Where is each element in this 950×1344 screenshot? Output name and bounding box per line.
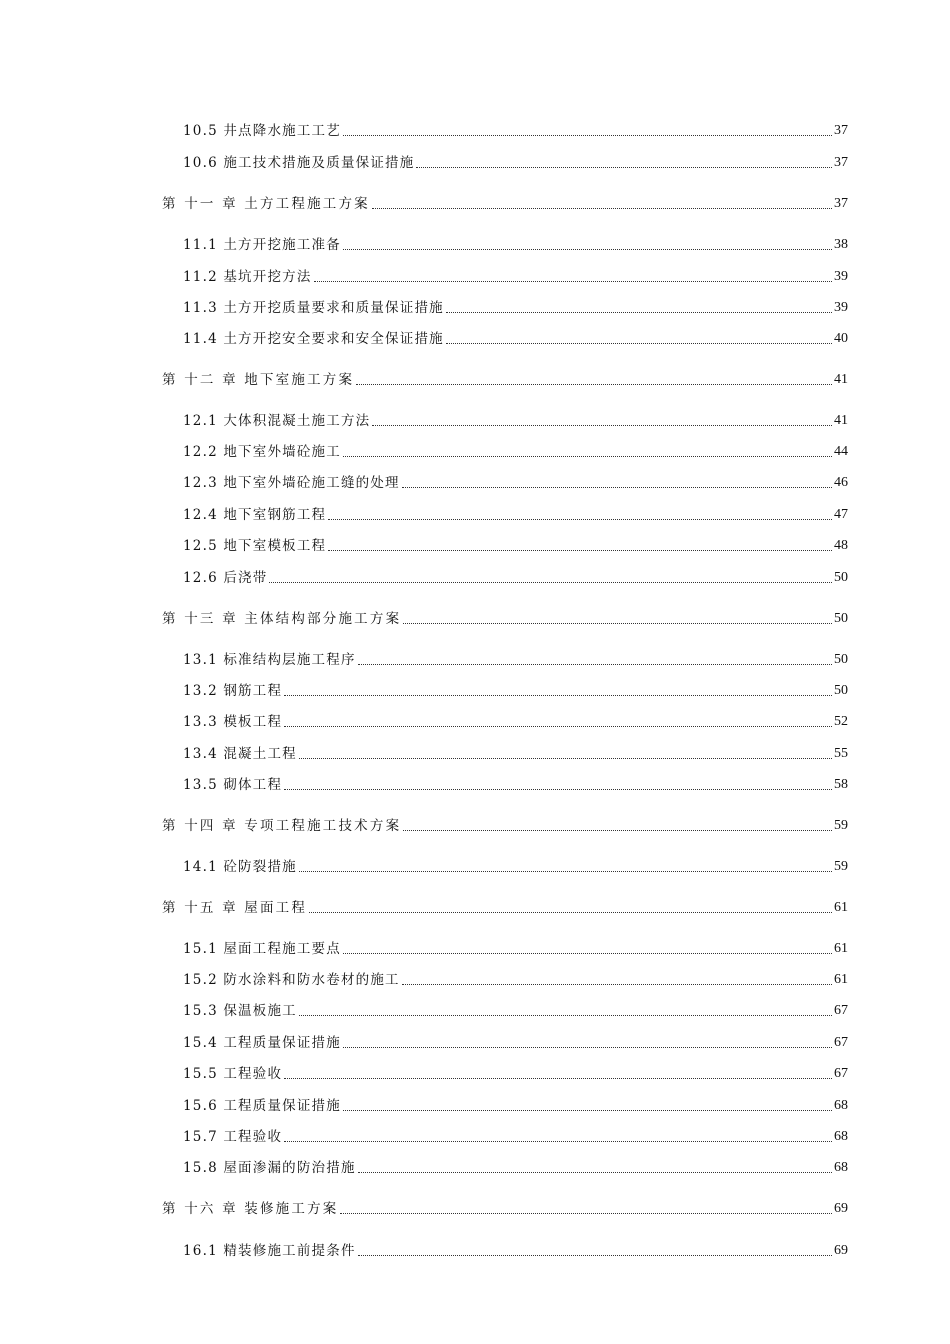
toc-entry-label: 12.2 地下室外墙砼施工 bbox=[183, 444, 341, 460]
toc-section-entry[interactable] bbox=[183, 295, 848, 317]
toc-section-entry[interactable] bbox=[183, 439, 848, 461]
toc-entry-label: 13.3 模板工程 bbox=[183, 714, 283, 730]
toc-page-number: 59 bbox=[834, 818, 848, 833]
toc-entry-label: 15.5 工程验收 bbox=[183, 1066, 283, 1082]
toc-entry-label: 12.4 地下室钢筋工程 bbox=[183, 507, 327, 523]
toc-page-number: 55 bbox=[834, 746, 848, 761]
toc-page-number: 40 bbox=[834, 331, 848, 346]
toc-dot-leader bbox=[416, 166, 832, 168]
toc-entry-label: 15.6 工程质量保证措施 bbox=[183, 1098, 341, 1114]
toc-page-number: 67 bbox=[834, 1066, 848, 1081]
toc-section-entry[interactable] bbox=[183, 533, 848, 555]
toc-entry-label: 10.5 井点降水施工工艺 bbox=[183, 123, 341, 139]
toc-page-number: 37 bbox=[834, 123, 848, 138]
toc-entry-label: 12.6 后浇带 bbox=[183, 570, 268, 586]
toc-section-entry[interactable] bbox=[183, 264, 848, 286]
toc-dot-leader bbox=[340, 1212, 832, 1214]
toc-dot-leader bbox=[314, 280, 832, 282]
toc-page-number: 50 bbox=[834, 683, 848, 698]
toc-chapter-entry[interactable] bbox=[162, 1196, 848, 1218]
toc-entry-label: 16.1 精装修施工前提条件 bbox=[183, 1243, 356, 1259]
toc-page-number: 39 bbox=[834, 300, 848, 315]
toc-dot-leader bbox=[403, 622, 832, 624]
toc-dot-leader bbox=[343, 1109, 832, 1111]
toc-entry-label: 15.3 保温板施工 bbox=[183, 1003, 297, 1019]
toc-dot-leader bbox=[343, 134, 832, 136]
toc-section-entry[interactable] bbox=[183, 1061, 848, 1083]
toc-section-entry[interactable] bbox=[183, 1155, 848, 1177]
toc-dot-leader bbox=[358, 1171, 832, 1173]
toc-dot-leader bbox=[446, 311, 832, 313]
toc-entry-label: 11.2 基坑开挖方法 bbox=[183, 269, 312, 285]
toc-page-number: 59 bbox=[834, 859, 848, 874]
toc-page-number: 68 bbox=[834, 1160, 848, 1175]
toc-entry-label: 12.1 大体积混凝土施工方法 bbox=[183, 413, 371, 429]
toc-section-entry[interactable] bbox=[183, 1124, 848, 1146]
toc-page-number: 69 bbox=[834, 1201, 848, 1216]
toc-page-number: 46 bbox=[834, 475, 848, 490]
toc-dot-leader bbox=[403, 829, 832, 831]
toc-page-number: 50 bbox=[834, 611, 848, 626]
toc-section-entry[interactable] bbox=[183, 741, 848, 763]
toc-page-number: 41 bbox=[834, 372, 848, 387]
toc-page-number: 50 bbox=[834, 570, 848, 585]
toc-dot-leader bbox=[328, 549, 832, 551]
toc-page-number: 41 bbox=[834, 413, 848, 428]
toc-page-number: 37 bbox=[834, 196, 848, 211]
toc-dot-leader bbox=[284, 788, 832, 790]
toc-entry-label: 12.5 地下室模板工程 bbox=[183, 538, 327, 554]
toc-dot-leader bbox=[299, 1014, 832, 1016]
toc-chapter-entry[interactable] bbox=[162, 895, 848, 917]
toc-section-entry[interactable] bbox=[183, 1093, 848, 1115]
toc-page-number: 58 bbox=[834, 777, 848, 792]
toc-entry-label: 第 十三 章 主体结构部分施工方案 bbox=[162, 611, 402, 627]
toc-dot-leader bbox=[402, 486, 832, 488]
toc-page-number: 61 bbox=[834, 941, 848, 956]
toc-page-number: 67 bbox=[834, 1003, 848, 1018]
toc-chapter-entry[interactable] bbox=[162, 606, 848, 628]
toc-section-entry[interactable] bbox=[183, 1238, 848, 1260]
toc-page-number: 38 bbox=[834, 237, 848, 252]
toc-chapter-entry[interactable] bbox=[162, 813, 848, 835]
toc-entry-label: 11.1 土方开挖施工准备 bbox=[183, 237, 341, 253]
toc-section-entry[interactable] bbox=[183, 502, 848, 524]
toc-dot-leader bbox=[402, 983, 832, 985]
toc-dot-leader bbox=[343, 455, 832, 457]
toc-page-number: 37 bbox=[834, 155, 848, 170]
toc-dot-leader bbox=[299, 757, 832, 759]
toc-dot-leader bbox=[446, 342, 832, 344]
toc-dot-leader bbox=[328, 518, 832, 520]
toc-page-number: 69 bbox=[834, 1243, 848, 1258]
toc-dot-leader bbox=[372, 207, 832, 209]
toc-entry-label: 14.1 砼防裂措施 bbox=[183, 859, 297, 875]
toc-dot-leader bbox=[358, 663, 832, 665]
toc-page-number: 67 bbox=[834, 1035, 848, 1050]
toc-entry-label: 第 十六 章 装修施工方案 bbox=[162, 1201, 339, 1217]
toc-entry-label: 15.7 工程验收 bbox=[183, 1129, 283, 1145]
toc-page-number: 39 bbox=[834, 269, 848, 284]
toc-entry-label: 第 十二 章 地下室施工方案 bbox=[162, 372, 355, 388]
toc-entry-label: 15.8 屋面渗漏的防治措施 bbox=[183, 1160, 356, 1176]
toc-section-entry[interactable] bbox=[183, 967, 848, 989]
toc-page-number: 48 bbox=[834, 538, 848, 553]
toc-entry-label: 11.3 土方开挖质量要求和质量保证措施 bbox=[183, 300, 444, 316]
toc-entry-label: 12.3 地下室外墙砼施工缝的处理 bbox=[183, 475, 400, 491]
toc-entry-label: 15.2 防水涂料和防水卷材的施工 bbox=[183, 972, 400, 988]
toc-dot-leader bbox=[284, 1140, 832, 1142]
toc-section-entry[interactable] bbox=[183, 470, 848, 492]
toc-section-entry[interactable] bbox=[183, 678, 848, 700]
toc-entry-label: 11.4 土方开挖安全要求和安全保证措施 bbox=[183, 331, 444, 347]
toc-section-entry[interactable] bbox=[183, 118, 848, 140]
toc-page-number: 61 bbox=[834, 972, 848, 987]
toc-page-number: 50 bbox=[834, 652, 848, 667]
toc-entry-label: 第 十四 章 专项工程施工技术方案 bbox=[162, 818, 402, 834]
toc-dot-leader bbox=[309, 911, 832, 913]
toc-section-entry[interactable] bbox=[183, 647, 848, 669]
toc-entry-label: 10.6 施工技术措施及质量保证措施 bbox=[183, 155, 415, 171]
toc-section-entry[interactable] bbox=[183, 408, 848, 430]
toc-dot-leader bbox=[269, 581, 832, 583]
toc-page-number: 47 bbox=[834, 507, 848, 522]
toc-dot-leader bbox=[284, 725, 832, 727]
toc-page-number: 44 bbox=[834, 444, 848, 459]
toc-dot-leader bbox=[343, 1046, 832, 1048]
toc-dot-leader bbox=[284, 1077, 832, 1079]
toc-dot-leader bbox=[299, 870, 832, 872]
toc-dot-leader bbox=[343, 952, 832, 954]
toc-entry-label: 13.1 标准结构层施工程序 bbox=[183, 652, 356, 668]
toc-section-entry[interactable] bbox=[183, 854, 848, 876]
toc-section-entry[interactable] bbox=[183, 326, 848, 348]
toc-dot-leader bbox=[358, 1254, 832, 1256]
toc-dot-leader bbox=[343, 248, 832, 250]
toc-dot-leader bbox=[356, 383, 832, 385]
toc-entry-label: 15.4 工程质量保证措施 bbox=[183, 1035, 341, 1051]
toc-section-entry[interactable] bbox=[183, 998, 848, 1020]
toc-page-number: 52 bbox=[834, 714, 848, 729]
toc-entry-label: 第 十一 章 土方工程施工方案 bbox=[162, 196, 370, 212]
toc-entry-label: 13.5 砌体工程 bbox=[183, 777, 283, 793]
toc-entry-label: 13.4 混凝土工程 bbox=[183, 746, 297, 762]
toc-section-entry[interactable] bbox=[183, 565, 848, 587]
toc-page-number: 68 bbox=[834, 1098, 848, 1113]
toc-dot-leader bbox=[372, 424, 832, 426]
toc-chapter-entry[interactable] bbox=[162, 367, 848, 389]
toc-entry-label: 15.1 屋面工程施工要点 bbox=[183, 941, 341, 957]
toc-page-number: 61 bbox=[834, 900, 848, 915]
toc-section-entry[interactable] bbox=[183, 150, 848, 172]
toc-page-number: 68 bbox=[834, 1129, 848, 1144]
toc-section-entry[interactable] bbox=[183, 772, 848, 794]
toc-section-entry[interactable] bbox=[183, 232, 848, 254]
toc-section-entry[interactable] bbox=[183, 1030, 848, 1052]
toc-entry-label: 13.2 钢筋工程 bbox=[183, 683, 283, 699]
toc-entry-label: 第 十五 章 屋面工程 bbox=[162, 900, 308, 916]
toc-section-entry[interactable] bbox=[183, 936, 848, 958]
toc-dot-leader bbox=[284, 694, 832, 696]
toc-chapter-entry[interactable] bbox=[162, 191, 848, 213]
toc-section-entry[interactable] bbox=[183, 709, 848, 731]
